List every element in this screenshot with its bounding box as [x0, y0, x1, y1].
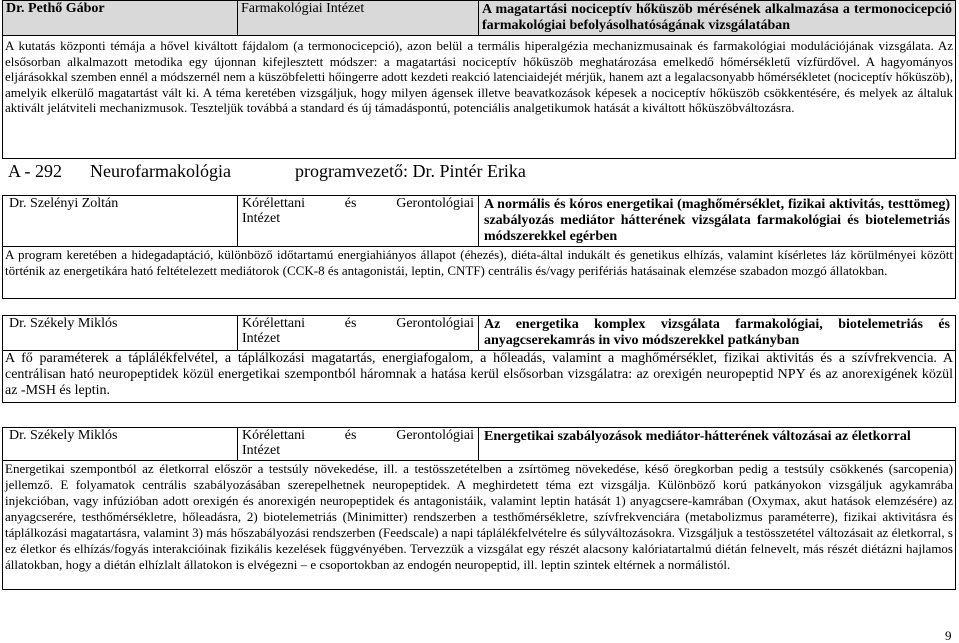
researcher-surname: Székely Miklós [30, 428, 118, 443]
institute-word: Kórélettani [242, 428, 305, 443]
project-title: Energetikai szabályozások mediátor-hátterének változásai az életkorral [479, 428, 956, 461]
institute-word: Gerontológiai [396, 428, 474, 443]
program-code: A - 292 [8, 161, 62, 181]
page-number: 9 [945, 628, 952, 643]
project-block-petho [2, 0, 956, 159]
institute-word: Intézet [242, 330, 281, 346]
project-description: A kutatás központi témája a hővel kiváltott fájdalom (a termonocicepció), azon belül a termális hiperalgézia mechanizmusainak és farmakológiai modulációjának vizsgálata. Az elsősorban alkalmazott metodika egy újonnan kifejlesztett módszer: a magatartási nociceptív hőküszöb meghatározása emelkedő hőmérsékletű vízfürdővel. A hagyományos eljárásokkal szemben ennél a módszernél nem a küszöbfeletti hőingerre adott kezdeti reakció latenciaidejét mérjük, hanem azt a legalacsonyabb hőmérsékletet (nociceptív hőküszöb), amelyik elkerülő magatartást vált ki. A téma keretében vizsgáljuk, hogy milyen ágensek illetve beavatkozások képesek a nociceptív hőküszöb csökkentésére, és melyek az általuk aktivált jelátviteli mechanizmusok. Teszteljük továbbá a standard és új támadáspontú, potenciális analgetikumok hatását a kiváltott hőküszöbváltozásra. [3, 36, 956, 159]
project-block-szelenyi [2, 195, 956, 299]
researcher-surname: Szelényi Zoltán [30, 196, 119, 211]
institute-name [238, 316, 479, 351]
researcher-name: Dr. Pethő Gábor [3, 1, 238, 36]
institute-word: és [344, 428, 357, 443]
project-block-szekely-1 [2, 315, 956, 403]
institute-word: és [344, 316, 357, 331]
researcher-prefix: Dr. [9, 316, 27, 331]
institute-name [238, 196, 479, 247]
institute-word: Intézet [242, 442, 281, 458]
institute-word: Gerontológiai [396, 316, 474, 331]
program-leader: programvezető: Dr. Pintér Erika [295, 161, 526, 181]
researcher-surname: Székely Miklós [30, 316, 118, 331]
project-title: A magatartási nociceptív hőküszöb mérésének alkalmazása a termonocicepció farmakológiai befolyásolhatóságának vizsgálatában [479, 1, 956, 36]
project-description: A program keretében a hidegadaptáció, különböző időtartamú energiahiányos állapot (éhezés), diéta-által indukált és genetikus elhízás, valamint kísérletes láz körülményei között történik az energetikára ható feltételezett mediátorok (CCK-8 és antagonistái, leptin, CNTF) centrális és/vagy perifériás hatásainak elemzése szabadon mozgó állatokban. [3, 247, 956, 299]
project-description: A fő paraméterek a táplálékfelvétel, a táplálkozási magatartás, energiafogalom, a hőleadás, valamint a maghőmérséklet, fizikai aktivitás és a szívfrekvencia. A centrálisan ható neuropeptidek közül energetikai szempontból háromnak a hatása kerül elsősorban vizsgálatra: az orexigén neuropeptid NPY és az anorexigének közül az -MSH és leptin. [3, 351, 956, 403]
institute-word: és [344, 196, 357, 211]
institute-name: Farmakológiai Intézet [238, 1, 479, 36]
institute-word: Gerontológiai [396, 196, 474, 211]
project-block-szekely-2 [2, 427, 956, 590]
project-description: Energetikai szempontból az életkorral először a testsúly növekedése, ill. a testösszetételben a zsírtömeg növekedése, késő öregkorban pedig a testsúly csökkenés (sarcopenia) jellemző. E folyamatok centrális szabályozásában szerepelhetnek neuropeptidek. A meghirdetett téma ezt vizsgálja. Különböző korú patkányokon vizsgáljuk agykamrába injekcióban, vagy infúzióban adott orexigén és anorexigén neuropeptidek és antagonistáik, valamint leptin hatását 1) anyagcsere-kamrában (Oxymax, akut hatások elemzésére) az anyagcserére, testhőmérsékletre, hőleadásra, 2) biotelemetriás (Minimitter) rendszerben a testhőmérsékletre, szívfrekvenciára (metabolizmus paraméterre), fizikai aktivitásra és táplálkozási magatartásra, valamint 3) más hőszabályozási rendszerben (Feedscale) a napi táplálékfelvételre és súlyváltozásokra. Vizsgáljuk a testösszetétel változásait az életkorral, s ez életkor és elhízás/fogyás interakcióinak fizikális kezelések függvényében. Tervezzük a vizsgálat egy részét alacsony kalóriatartalmú diétán felnevelt, más részét diétázni hajlamos állatokban, hogy a diétán elhízlalt állatokon is elvégezni – e csoportokban az endogén neuropeptid, ill. leptin szintek eltérnek a normálistól. [3, 461, 956, 590]
researcher-name [3, 196, 238, 247]
institute-word: Kórélettani [242, 196, 305, 211]
project-title: Az energetika komplex vizsgálata farmakológiai, biotelemetriás és anyagcserekamrás in vivo módszerekkel patkányban [479, 316, 956, 351]
researcher-prefix: Dr. [9, 428, 27, 443]
institute-word: Kórélettani [242, 316, 305, 331]
institute-name [238, 428, 479, 461]
researcher-prefix: Dr. [9, 196, 27, 211]
project-title: A normális és kóros energetikai (maghőmérséklet, fizikai aktivitás, testtömeg) szabályozás mediátor hátterének vizsgálata farmakológiai és biotelemetriás módszerekkel egérben [479, 196, 956, 247]
researcher-name [3, 316, 238, 351]
program-heading [8, 161, 526, 182]
researcher-name [3, 428, 238, 461]
institute-word: Intézet [242, 210, 281, 226]
program-name: Neurofarmakológia [90, 161, 231, 181]
